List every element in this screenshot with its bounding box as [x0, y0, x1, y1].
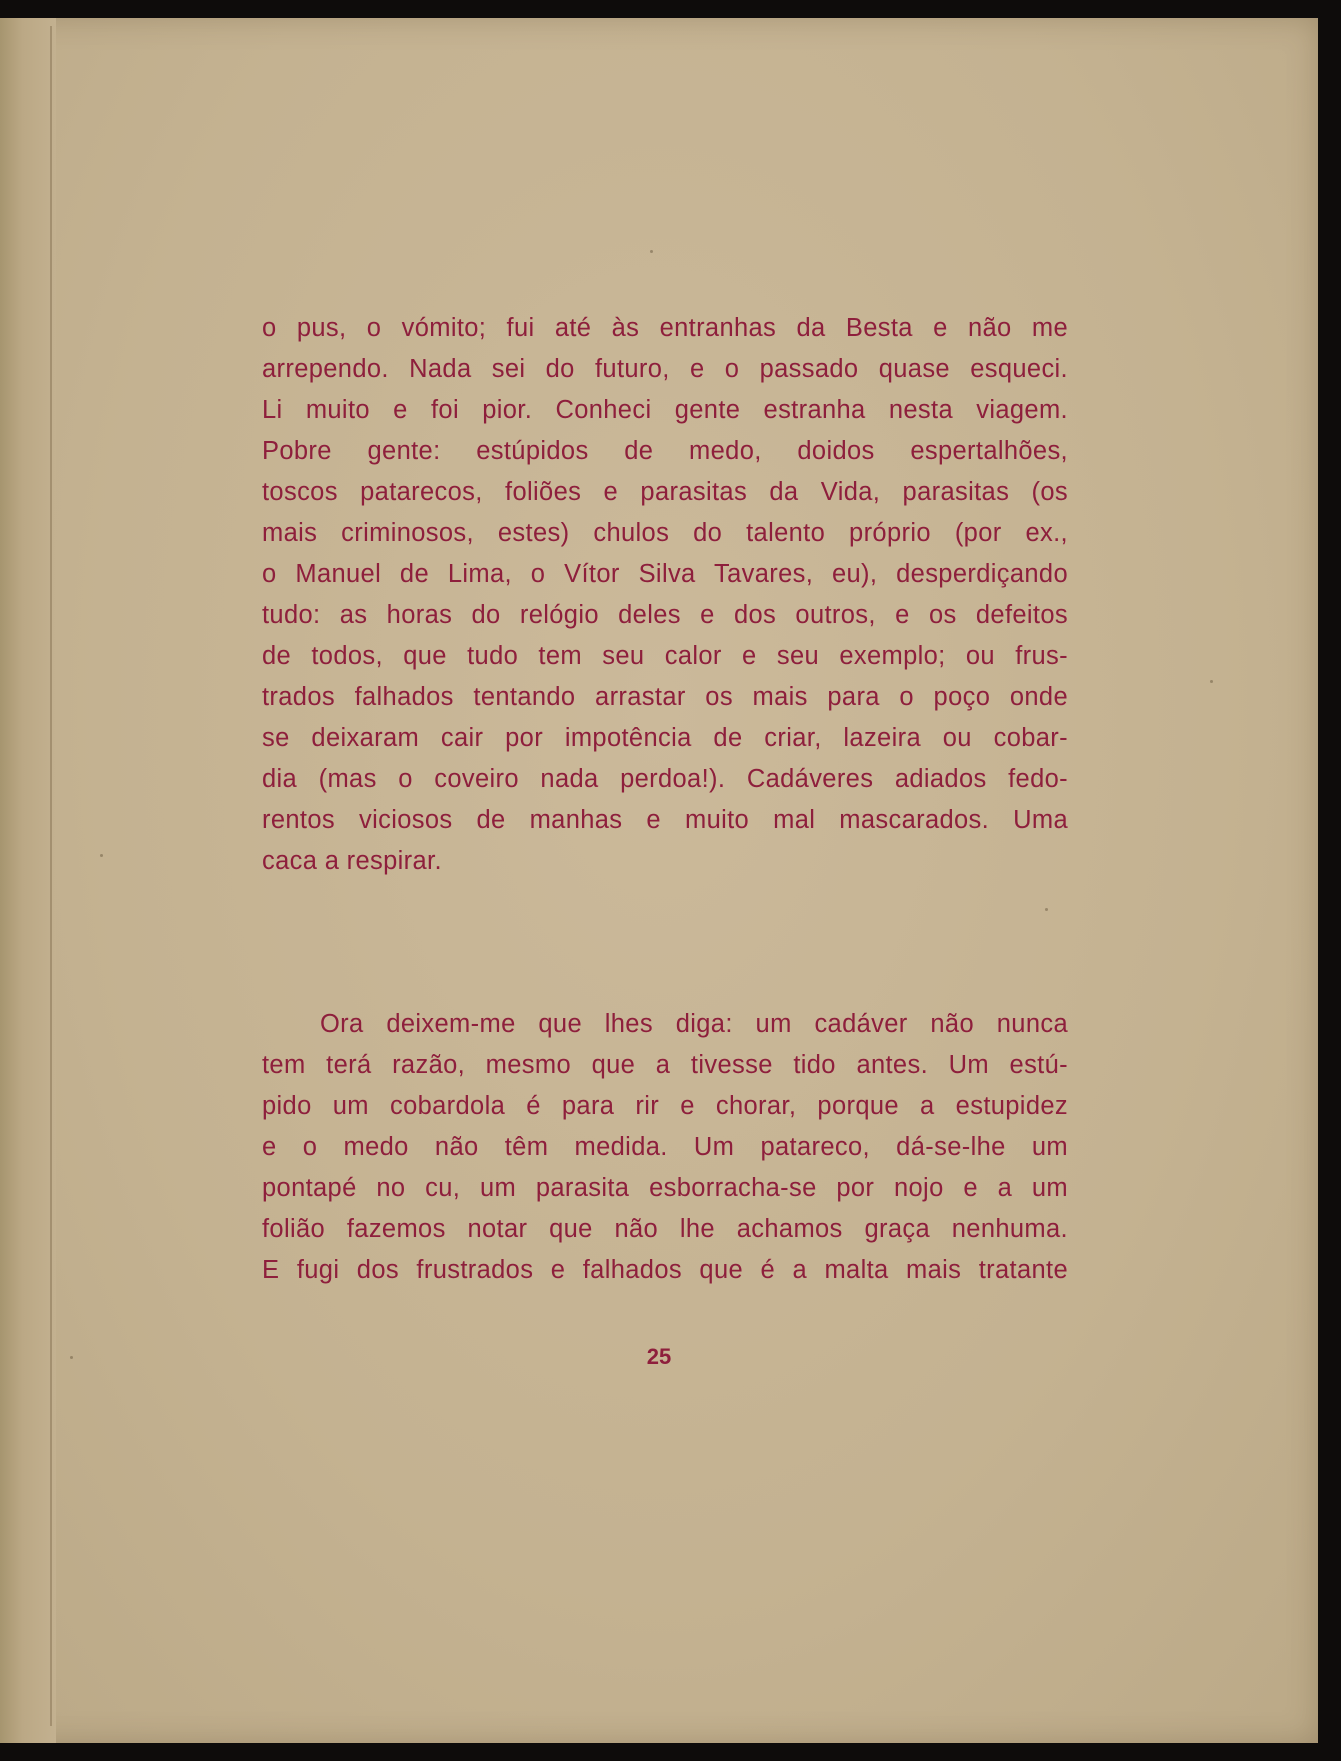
paper-speck [1210, 680, 1213, 683]
text-line: o Manuel de Lima, o Vítor Silva Tavares, eu), desperdiçando [262, 560, 1068, 588]
text-line: trados falhados tentando arrastar os mais para o poço onde [262, 683, 1068, 711]
text-line: toscos patarecos, foliões e parasitas da Vida, parasitas (os [262, 478, 1068, 506]
text-line: E fugi dos frustrados e falhados que é a malta mais tratante [262, 1256, 1068, 1284]
page-number-text: 25 [646, 1344, 672, 1369]
text-line: pido um cobardola é para rir e chorar, porque a estupidez [262, 1092, 1068, 1120]
text-line: se deixaram cair por impotência de criar, lazeira ou cobar- [262, 724, 1068, 752]
text-line: rentos viciosos de manhas e muito mal mascarados. Uma [262, 806, 1068, 834]
paper-speck [70, 1356, 73, 1359]
text-line: dia (mas o coveiro nada perdoa!). Cadáveres adiados fedo- [262, 765, 1068, 793]
text-line: e o medo não têm medida. Um patareco, dá-se-lhe um [262, 1133, 1068, 1161]
text-line: tem terá razão, mesmo que a tivesse tido antes. Um estú- [262, 1051, 1068, 1079]
text-line: tudo: as horas do relógio deles e dos outros, e os defeitos [262, 601, 1068, 629]
page-number [0, 1344, 1318, 1370]
text-line: folião fazemos notar que não lhe achamos graça nenhuma. [262, 1215, 1068, 1243]
paper-speck [650, 250, 653, 253]
paper-speck [100, 854, 103, 857]
book-page [0, 18, 1318, 1743]
text-line: Ora deixem-me que lhes diga: um cadáver não nunca [320, 1010, 1068, 1038]
paper-speck [1045, 908, 1048, 911]
text-line: de todos, que tudo tem seu calor e seu exemplo; ou frus- [262, 642, 1068, 670]
text-line: mais criminosos, estes) chulos do talento próprio (por ex., [262, 519, 1068, 547]
paragraph-1 [262, 308, 1068, 882]
book-spine [0, 18, 56, 1743]
text-line: Pobre gente: estúpidos de medo, doidos espertalhões, [262, 437, 1068, 465]
text-line: caca a respirar. [262, 847, 442, 875]
text-line: o pus, o vómito; fui até às entranhas da Besta e não me [262, 314, 1068, 342]
spine-fold-line [50, 26, 52, 1726]
text-line: Li muito e foi pior. Conheci gente estranha nesta viagem. [262, 396, 1068, 424]
paragraph-2 [262, 1004, 1068, 1291]
text-line: arrependo. Nada sei do futuro, e o passado quase esqueci. [262, 355, 1068, 383]
text-line: pontapé no cu, um parasita esborracha-se por nojo e a um [262, 1174, 1068, 1202]
